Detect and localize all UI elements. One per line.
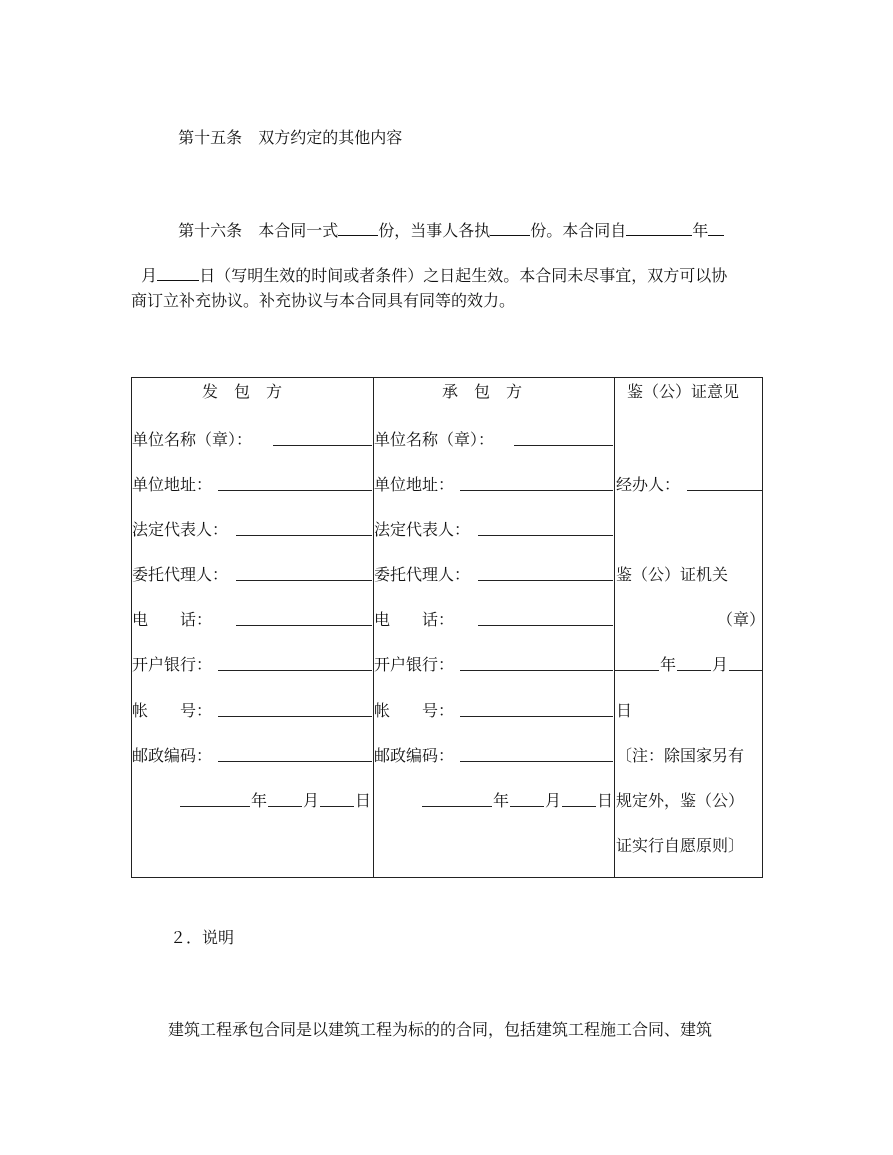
- effective-day-blank[interactable]: [157, 266, 199, 281]
- employer-day-field[interactable]: [320, 806, 354, 807]
- copies-total-blank[interactable]: [338, 221, 378, 236]
- employer-agent-field[interactable]: [236, 580, 372, 581]
- section-2-title: ２．说明: [170, 928, 235, 947]
- article-16-text: 年: [692, 221, 709, 240]
- contractor-day-label: 日: [597, 791, 614, 810]
- contractor-postcode-field[interactable]: [460, 761, 613, 762]
- employer-legal-rep-field[interactable]: [236, 535, 372, 536]
- signature-table: [131, 377, 766, 878]
- notary-handler-field[interactable]: [687, 490, 762, 491]
- article-15-title: 双方约定的其他内容: [258, 128, 403, 147]
- employer-month-label: 月: [303, 791, 320, 810]
- contractor-year-field[interactable]: [422, 806, 492, 807]
- notary-note-line-3: 证实行自愿原则〕: [616, 836, 745, 855]
- employer-address-field[interactable]: [218, 490, 372, 491]
- contractor-bank-label: 开户银行：: [374, 655, 455, 674]
- notary-day-field[interactable]: [729, 670, 762, 671]
- article-15-number: 第十五条: [178, 128, 243, 147]
- contractor-year-label: 年: [493, 791, 510, 810]
- employer-name-label: 单位名称（章）：: [132, 430, 253, 449]
- employer-year-field[interactable]: [180, 806, 250, 807]
- contractor-month-label: 月: [545, 791, 562, 810]
- contractor-address-field[interactable]: [460, 490, 613, 491]
- article-16-number: 第十六条: [178, 221, 243, 240]
- explanation-paragraph: 建筑工程承包合同是以建筑工程为标的的合同，包括建筑工程施工合同、建筑: [168, 1020, 713, 1039]
- employer-address-label: 单位地址：: [132, 475, 213, 494]
- article-16-text: 月: [141, 266, 158, 285]
- article-16-text: 份。本合同自: [530, 221, 627, 240]
- article-16-line-1: [168, 201, 724, 241]
- contractor-header: 承 包 方: [442, 382, 523, 401]
- article-16-text: 份，当事人各执: [378, 221, 491, 240]
- effective-month-blank[interactable]: [708, 221, 724, 236]
- contractor-agent-label: 委托代理人：: [374, 565, 471, 584]
- notary-note-line-1: 〔注：除国家另有: [616, 746, 745, 765]
- employer-month-field[interactable]: [268, 806, 302, 807]
- contractor-postcode-label: 邮政编码：: [374, 746, 455, 765]
- copies-each-blank[interactable]: [490, 221, 530, 236]
- contractor-legal-rep-label: 法定代表人：: [374, 520, 471, 539]
- contractor-account-label: 帐 号：: [374, 701, 455, 720]
- article-16-text: 日（写明生效的时间或者条件）之日起生效。本合同未尽事宜，双方可以协: [199, 266, 728, 285]
- employer-postcode-label: 邮政编码：: [132, 746, 213, 765]
- contractor-phone-field[interactable]: [478, 625, 613, 626]
- employer-day-label: 日: [355, 791, 372, 810]
- contractor-legal-rep-field[interactable]: [478, 535, 613, 536]
- notary-note-line-2: 规定外，鉴（公）: [616, 791, 745, 810]
- notary-header: 鉴（公）证意见: [627, 382, 740, 401]
- employer-header: 发 包 方: [202, 382, 283, 401]
- employer-phone-field[interactable]: [236, 625, 372, 626]
- notary-day-label: 日: [616, 701, 633, 720]
- employer-legal-rep-label: 法定代表人：: [132, 520, 229, 539]
- employer-postcode-field[interactable]: [218, 761, 372, 762]
- notary-month-field[interactable]: [677, 670, 711, 671]
- employer-bank-field[interactable]: [218, 670, 372, 671]
- employer-account-label: 帐 号：: [132, 701, 213, 720]
- article-16-text: 本合同一式: [258, 221, 339, 240]
- contractor-month-field[interactable]: [510, 806, 544, 807]
- notary-handler-label: 经办人：: [616, 475, 681, 494]
- effective-year-blank[interactable]: [626, 221, 692, 236]
- contractor-address-label: 单位地址：: [374, 475, 455, 494]
- employer-phone-label: 电 话：: [132, 610, 213, 629]
- contractor-name-label: 单位名称（章）：: [374, 430, 495, 449]
- employer-year-label: 年: [251, 791, 268, 810]
- contractor-agent-field[interactable]: [478, 580, 613, 581]
- article-16-line-2: [131, 246, 727, 286]
- contractor-account-field[interactable]: [460, 716, 613, 717]
- contractor-phone-label: 电 话：: [374, 610, 455, 629]
- table-divider: [614, 378, 615, 877]
- notary-month-label: 月: [712, 655, 729, 674]
- article-16-line-3: 商订立补充协议。补充协议与本合同具有同等的效力。: [131, 291, 516, 310]
- notary-seal-label: （章）: [717, 610, 766, 629]
- notary-org-label: 鉴（公）证机关: [616, 565, 729, 584]
- employer-account-field[interactable]: [218, 716, 372, 717]
- article-15-heading: [168, 108, 402, 148]
- contractor-name-field[interactable]: [514, 445, 613, 446]
- employer-name-field[interactable]: [273, 445, 372, 446]
- notary-year-label: 年: [660, 655, 677, 674]
- employer-agent-label: 委托代理人：: [132, 565, 229, 584]
- employer-bank-label: 开户银行：: [132, 655, 213, 674]
- contractor-day-field[interactable]: [562, 806, 596, 807]
- notary-year-field[interactable]: [615, 670, 659, 671]
- contractor-bank-field[interactable]: [460, 670, 613, 671]
